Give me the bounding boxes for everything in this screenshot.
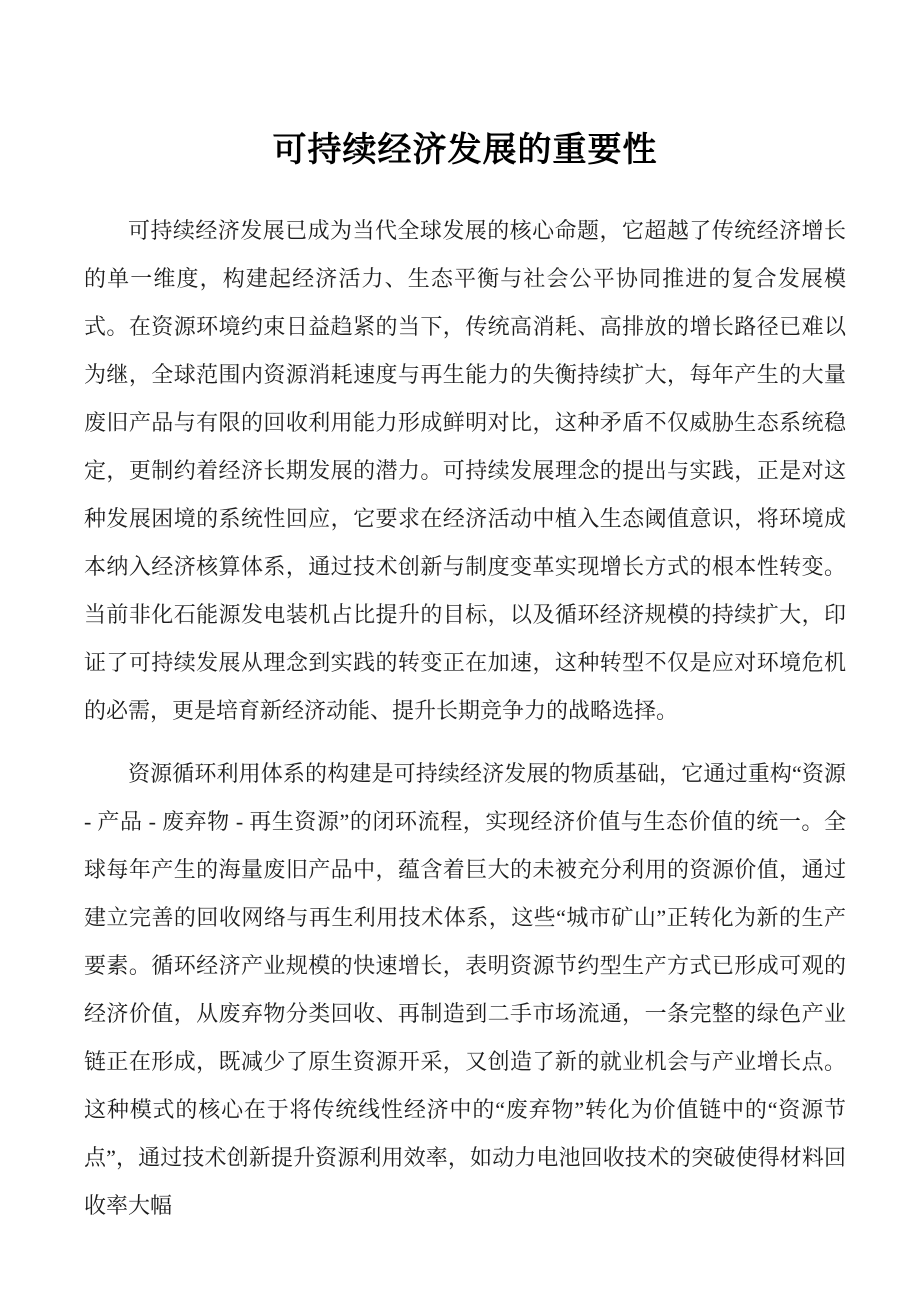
paragraph-intro: 可持续经济发展已成为当代全球发展的核心命题，它超越了传统经济增长的单一维度，构建起经济活力、生态平衡与社会公平协同推进的复合发展模式。在资源环境约束日益趋紧的当下，传统高消耗、高排放的增长路径已难以为继，全球范围内资源消耗速度与再生能力的失衡持续扩大，每年产生的大量废旧产品与有限的回收利用能力形成鲜明对比，这种矛盾不仅威胁生态系统稳定，更制约着经济长期发展的潜力。可持续发展理念的提出与实践，正是对这种发展困境的系统性回应，它要求在经济活动中植入生态阈值意识，将环境成本纳入经济核算体系，通过技术创新与制度变革实现增长方式的根本性转变。当前非化石能源发电装机占比提升的目标，以及循环经济规模的持续扩大，印证了可持续发展从理念到实践的转变正在加速，这种转型不仅是应对环境危机的必需，更是培育新经济动能、提升长期竞争力的战略选择。 [84, 218, 846, 723]
paragraph-resource-recycling: 资源循环利用体系的构建是可持续经济发展的物质基础，它通过重构“资源 - 产品 - 废弃物 - 再生资源”的闭环流程，实现经济价值与生态价值的统一。全球每年产生的海量废旧产品中，蕴含着巨大的未被充分利用的资源价值，通过建立完善的回收网络与再生利用技术体系，这些“城市矿山”正转化为新的生产要素。循环经济产业规模的快速增长，表明资源节约型生产方式已形成可观的经济价值，从废弃物分类回收、再制造到二手市场流通，一条完整的绿色产业链正在形成，既减少了原生资源开采，又创造了新的就业机会与产业增长点。这种模式的核心在于将传统线性经济中的“废弃物”转化为价值链中的“资源节点”，通过技术创新提升资源利用效率，如动力电池回收技术的突破使得材料回收率大幅 [84, 761, 846, 1218]
document-title: 可持续经济发展的重要性 [272, 131, 658, 169]
